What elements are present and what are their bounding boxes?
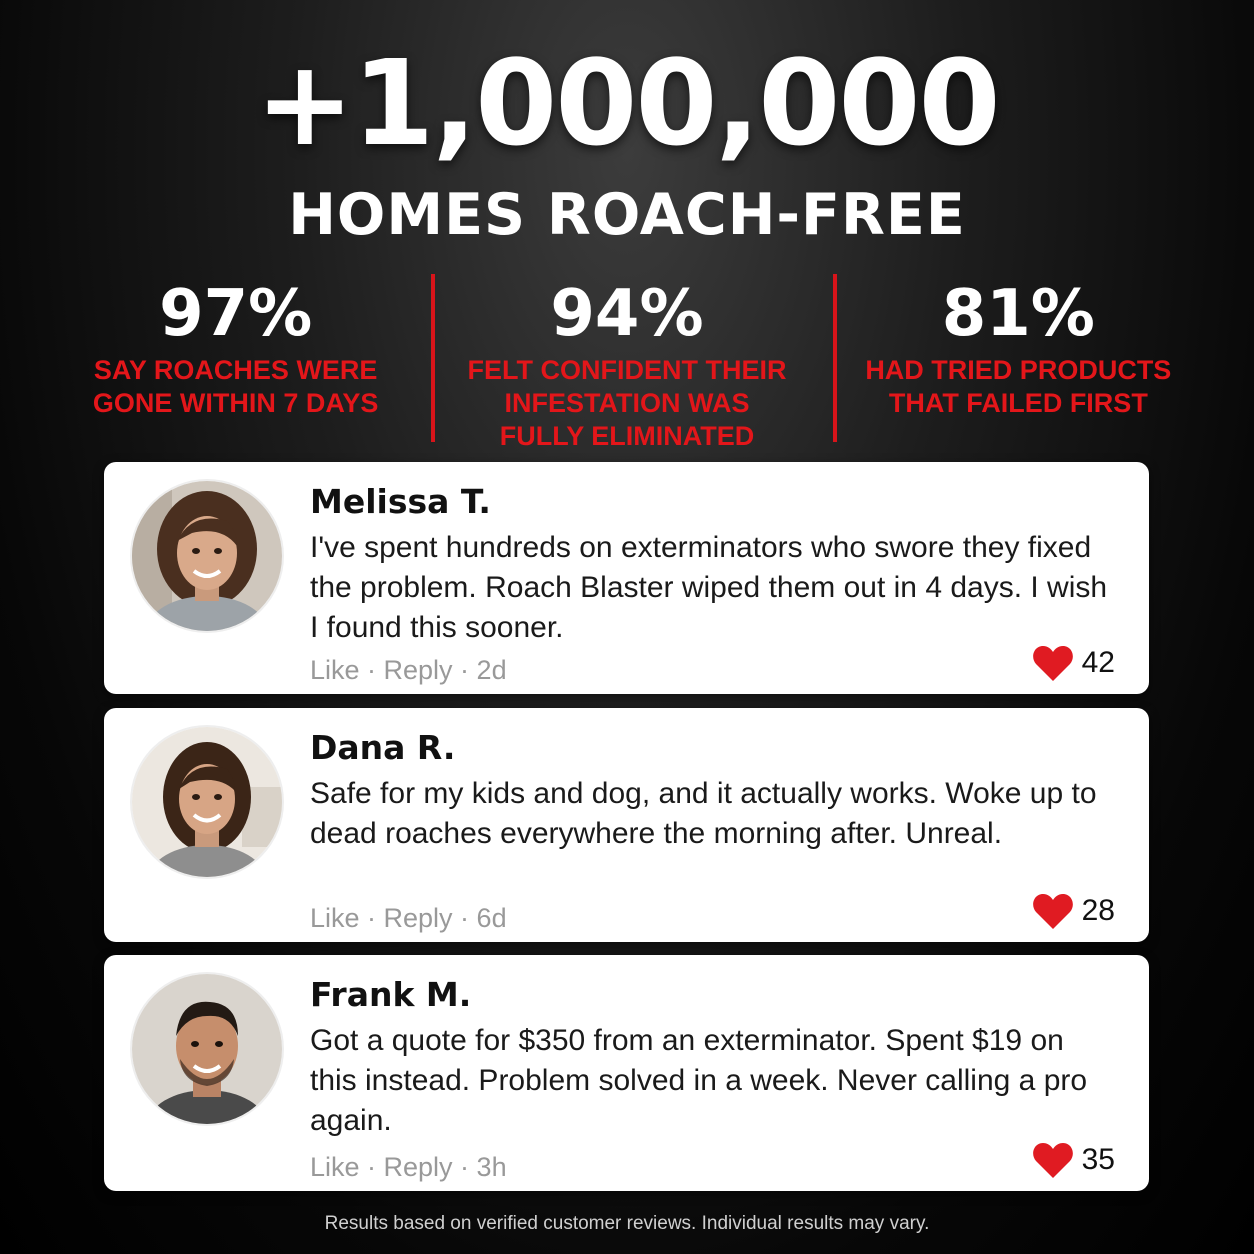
heart-icon — [1032, 892, 1074, 930]
stat-label: HAD TRIED PRODUCTS THAT FAILED FIRST — [865, 355, 1172, 418]
stat-label: FELT CONFIDENT THEIR INFESTATION WAS FULLY ELIMINATED — [467, 355, 787, 451]
avatar — [130, 479, 284, 633]
heart-icon — [1032, 1141, 1074, 1179]
man-portrait-icon — [132, 974, 282, 1124]
review-meta[interactable]: Like · Reply · 6d — [310, 903, 507, 933]
like-count[interactable] — [1032, 1141, 1115, 1179]
like-number: 42 — [1081, 646, 1115, 679]
reviewer-name: Dana R. — [310, 728, 456, 767]
stat-2 — [431, 272, 822, 451]
review-card — [104, 462, 1149, 694]
stat-value: 94% — [550, 277, 704, 351]
stat-divider — [431, 274, 435, 442]
avatar — [130, 725, 284, 879]
stats-row — [40, 272, 1214, 451]
like-count[interactable] — [1032, 644, 1115, 682]
reviewer-name: Frank M. — [310, 975, 472, 1014]
stat-label: SAY ROACHES WERE GONE WITHIN 7 DAYS — [92, 355, 379, 418]
stat-value: 97% — [159, 277, 313, 351]
woman-portrait-icon — [132, 727, 282, 877]
stat-1 — [40, 272, 431, 444]
woman-portrait-icon — [132, 481, 282, 631]
reviewer-name: Melissa T. — [310, 482, 491, 521]
avatar — [130, 972, 284, 1126]
stat-3 — [823, 272, 1214, 444]
headline: +1,000,000 — [255, 34, 999, 172]
like-count[interactable] — [1032, 892, 1115, 930]
heart-icon — [1032, 644, 1074, 682]
review-meta[interactable]: Like · Reply · 2d — [310, 655, 507, 685]
review-text: Safe for my kids and dog, and it actually works. Woke up to dead roaches everywhere the morning after. Unreal. — [310, 777, 1097, 850]
like-number: 28 — [1081, 894, 1115, 927]
stat-divider — [833, 274, 837, 442]
stat-value: 81% — [941, 277, 1095, 351]
review-text: Got a quote for $350 from an exterminator. Spent $19 on this instead. Problem solved in a week. Never calling a pro again. — [310, 1024, 1088, 1137]
review-card — [104, 955, 1149, 1191]
subheadline: HOMES ROACH-FREE — [288, 182, 966, 248]
review-meta[interactable]: Like · Reply · 3h — [310, 1152, 507, 1182]
like-number: 35 — [1081, 1143, 1115, 1176]
disclaimer: Results based on verified customer reviews. Individual results may vary. — [324, 1213, 930, 1234]
review-card — [104, 708, 1149, 942]
review-text: I've spent hundreds on exterminators who swore they fixed the problem. Roach Blaster wiped them out in 4 days. I wish I found this sooner. — [310, 531, 1108, 644]
